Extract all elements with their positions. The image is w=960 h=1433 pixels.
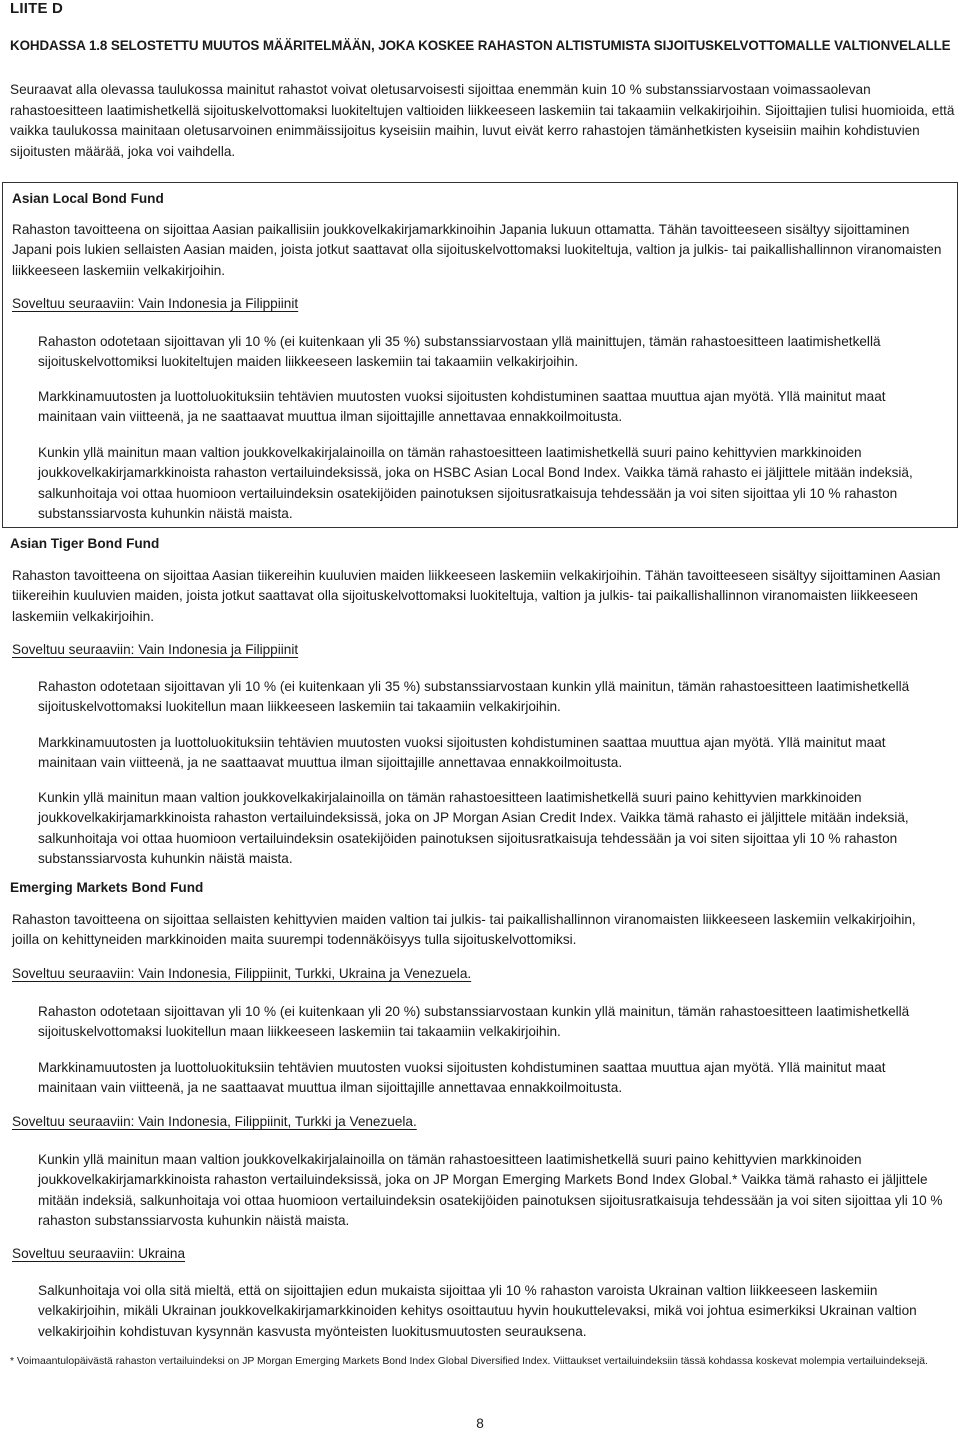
emerging-p1: Rahaston odotetaan sijoittavan yli 10 % (ei kuitenkaan yli 20 %) substanssiarvostaan kunkin yllä mainitun, tämän rahastoesitteen laatimishetkellä sijoituskelvottomaksi luokitellun maan liikkeeseen laskemiin tai takaamiin velkakirjoihin. — [38, 1004, 910, 1040]
emerging-applies-3: Soveltuu seuraaviin: Ukraina — [12, 1246, 186, 1261]
section-heading: KOHDASSA 1.8 SELOSTETTU MUUTOS MÄÄRITELMÄÄN, JOKA KOSKEE RAHASTON ALTISTUMISTA SIJOITUSKELVOTTOMALLE VALTIONVELALLE — [10, 38, 951, 53]
asian-local-objective: Rahaston tavoitteena on sijoittaa Aasian paikallisiin joukkovelkakirjamarkkinoihin Japania lukuun ottamatta. Tähän tavoitteeseen sisältyy sijoittaminen Japani pois lukien sellaisten Aasian maiden, joista jotkut saattavat olla sijoituskelvottomaksi luokiteltuja, valtion ja julkis- tai paikallishallinnon viranomaisten liikkeeseen laskemiin velkakirjoihin. — [12, 222, 942, 278]
asian-local-p1: Rahaston odotetaan sijoittavan yli 10 % (ei kuitenkaan yli 35 %) substanssiarvostaan yllä mainittujen, tämän rahastoesitteen laatimishetkellä sijoituskelvottomiksi luokiteltujen maiden liikkeeseen laskemiin tai takaamiin velkakirjoihin. — [38, 334, 881, 370]
emerging-objective: Rahaston tavoitteena on sijoittaa sellaisten kehittyvien maiden valtion tai julkis- tai paikallishallinnon viranomaisten liikkeeseen laskemiin velkakirjoihin, joilla on kehittyneiden markkinoiden maita suurempi todennäköisyys tulla sijoituskelvottomiksi. — [12, 912, 916, 948]
appendix-title: LIITE D — [10, 0, 64, 17]
footnote: * Voimaantulopäivästä rahaston vertailuindeksi on JP Morgan Emerging Markets Bond Index Global Diversified Index. Viittaukset vertailuindeksiin tässä kohdassa koskevat molempia vertailuindeksejä. — [10, 1356, 928, 1367]
asian-local-p3: Kunkin yllä mainitun maan valtion joukkovelkakirjalainoilla on tämän rahastoesitteen laatimishetkellä suuri paino kehittyvien markkinoiden joukkovelkakirjamarkkinoista rahaston vertailuindeksissä, joka on HSBC Asian Local Bond Index. Vaikka tämä rahasto ei jäljittele mitään indeksiä, salkunhoitaja voi ottaa huomioon vertailuindeksin osatekijöiden painotuksen sijoitusratkaisuja tehdessään ja voi siten sijoittaa yli 10 % rahaston substanssiarvosta kuhunkin näistä maista. — [38, 445, 913, 521]
page-number: 8 — [476, 1416, 484, 1431]
fund-heading-asian-tiger: Asian Tiger Bond Fund — [10, 536, 160, 551]
asian-tiger-p2: Markkinamuutosten ja luottoluokituksiin tehtävien muutosten vuoksi sijoitusten kohdistuminen saattaa muuttua ajan myötä. Yllä mainitut maat mainitaan vain viitteenä, ja ne saattaavat muuttua ilman sijoittajille annettavaa ennakkoilmoitusta. — [38, 735, 886, 771]
asian-local-applies: Soveltuu seuraaviin: Vain Indonesia ja Filippiinit — [12, 296, 299, 311]
asian-tiger-p1: Rahaston odotetaan sijoittavan yli 10 % (ei kuitenkaan yli 35 %) substanssiarvostaan kunkin yllä mainitun, tämän rahastoesitteen laatimishetkellä sijoituskelvottomaksi luokitellun maan liikkeeseen laskemiin tai takaamiin velkakirjoihin. — [38, 679, 910, 715]
emerging-p4: Salkunhoitaja voi olla sitä mieltä, että on sijoittajien edun mukaista sijoittaa yli 10 % rahaston varoista Ukrainan valtion liikkeeseen laskemiin velkakirjoihin, mikäli Ukrainan joukkovelkakirjamarkkinoiden kehitys osoittautuu hyvin houkuttelevaksi, mikä voi johtua esimerkiksi Ukrainan valtion velkakirjoihin kohdistuvan kysynnän kasvusta myönteisten luokitusmuutosten seurauksena. — [38, 1283, 917, 1339]
fund-heading-asian-local: Asian Local Bond Fund — [12, 191, 164, 206]
emerging-applies-1: Soveltuu seuraaviin: Vain Indonesia, Filippiinit, Turkki, Ukraina ja Venezuela. — [12, 966, 472, 981]
asian-local-p2: Markkinamuutosten ja luottoluokituksiin tehtävien muutosten vuoksi sijoitusten kohdistuminen saattaa muuttua ajan myötä. Yllä mainitut maat mainitaan vain viitteenä, ja ne saattaavat muuttua ilman sijoittajille annettavaa ennakkoilmoitusta. — [38, 389, 886, 425]
fund-heading-emerging: Emerging Markets Bond Fund — [10, 880, 204, 895]
asian-tiger-applies: Soveltuu seuraaviin: Vain Indonesia ja Filippiinit — [12, 642, 299, 657]
intro-paragraph: Seuraavat alla olevassa taulukossa mainitut rahastot voivat oletusarvoisesti sijoittaa enemmän kuin 10 % substanssiarvostaan voimassaolevan rahastoesitteen laatimishetkellä sijoituskelvottomaksi luokiteltujen valtioiden liikkeeseen laskemiin tai takaamiin velkakirjoihin. Sijoittajien tulisi huomioida, että vaikka taulukossa mainitaan oletusarvoinen enimmäissijoitus kyseisiin maihin, luvut eivät kerro rahastojen tämänhetkisten kyseisiin maihin kohdistuvien sijoitusten määrää, joka voi vaihdella. — [10, 82, 955, 159]
emerging-applies-2: Soveltuu seuraaviin: Vain Indonesia, Filippiinit, Turkki ja Venezuela. — [12, 1114, 417, 1129]
asian-tiger-objective: Rahaston tavoitteena on sijoittaa Aasian tiikereihin kuuluvien maiden liikkeeseen laskemiin velkakirjoihin. Tähän tavoitteeseen sisältyy sijoittaminen Aasian tiikereihin kuuluvien maiden, joista jotkut saattavat olla sijoituskelvottomaksi luokiteltuja, valtion ja julkis- tai paikallishallinnon viranomaisten liikkeeseen laskemiin velkakirjoihin. — [12, 568, 941, 624]
asian-tiger-p3: Kunkin yllä mainitun maan valtion joukkovelkakirjalainoilla on tämän rahastoesitteen laatimishetkellä suuri paino kehittyvien markkinoiden joukkovelkakirjamarkkinoista rahaston vertailuindeksissä, joka on JP Morgan Asian Credit Index. Vaikka tämä rahasto ei jäljittele mitään indeksiä, salkunhoitaja voi ottaa huomioon vertailuindeksin osatekijöiden painotuksen sijoitusratkaisuja tehdessään ja voi siten sijoittaa yli 10 % rahaston substanssiarvosta kuhunkin näistä maista. — [38, 790, 909, 866]
emerging-p3: Kunkin yllä mainitun maan valtion joukkovelkakirjalainoilla on tämän rahastoesitteen laatimishetkellä suuri paino kehittyvien markkinoiden joukkovelkakirjamarkkinoista rahaston vertailuindeksissä, joka on JP Morgan Emerging Markets Bond Index Global.* Vaikka tämä rahasto ei jäljittele mitään indeksiä, salkunhoitaja voi ottaa huomioon vertailuindeksin osatekijöiden painotuksen sijoitusratkaisuja tehdessään ja voi siten sijoittaa yli 10 % rahaston substanssiarvosta kuhunkin näistä maista. — [38, 1152, 943, 1228]
emerging-p2: Markkinamuutosten ja luottoluokituksiin tehtävien muutosten vuoksi sijoitusten kohdistuminen saattaa muuttua ajan myötä. Yllä mainitut maat mainitaan vain viitteenä, ja ne saattaavat muuttua ilman sijoittajille annettavaa ennakkoilmoitusta. — [38, 1060, 886, 1096]
